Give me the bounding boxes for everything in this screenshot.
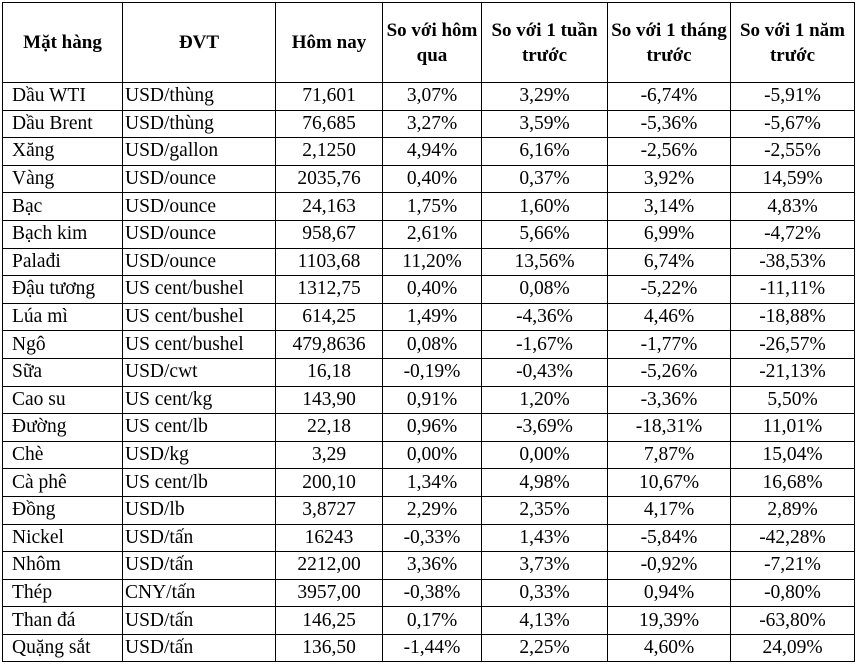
change-vs-month: 4,17% [608,496,731,524]
change-vs-yesterday: -1,44% [383,634,482,662]
change-vs-yesterday: 1,34% [383,469,482,497]
header-commodity: Mặt hàng [3,3,123,83]
table-row [3,276,855,304]
header-today: Hôm nay [276,3,383,83]
change-vs-year: -4,72% [731,220,855,248]
change-vs-yesterday: 11,20% [383,248,482,276]
change-vs-year: -7,21% [731,552,855,580]
price-today: 614,25 [276,303,383,331]
change-vs-month: 0,94% [608,579,731,607]
price-today: 3,29 [276,441,383,469]
unit: USD/thùng [123,83,276,111]
change-vs-week: 0,37% [482,165,608,193]
header-vs-yesterday: So với hôm qua [383,3,482,83]
change-vs-month: -2,56% [608,138,731,166]
unit: USD/cwt [123,358,276,386]
change-vs-month: -1,77% [608,331,731,359]
change-vs-yesterday: 0,96% [383,414,482,442]
change-vs-yesterday: -0,19% [383,358,482,386]
change-vs-year: 14,59% [731,165,855,193]
unit: USD/tấn [123,552,276,580]
change-vs-year: -11,11% [731,276,855,304]
commodity-name: Dầu Brent [3,110,123,138]
change-vs-year: 11,01% [731,414,855,442]
change-vs-week: 1,20% [482,386,608,414]
unit: USD/tấn [123,524,276,552]
header-vs-month: So với 1 tháng trước [608,3,731,83]
change-vs-yesterday: 0,91% [383,386,482,414]
change-vs-month: 7,87% [608,441,731,469]
commodity-name: Bạc [3,193,123,221]
table-row [3,331,855,359]
change-vs-year: 4,83% [731,193,855,221]
unit: USD/lb [123,496,276,524]
commodity-name: Sữa [3,358,123,386]
change-vs-year: -26,57% [731,331,855,359]
change-vs-yesterday: 0,40% [383,165,482,193]
commodity-name: Chè [3,441,123,469]
unit: USD/ounce [123,193,276,221]
change-vs-year: 15,04% [731,441,855,469]
change-vs-year: -42,28% [731,524,855,552]
change-vs-yesterday: -0,38% [383,579,482,607]
table-row [3,386,855,414]
commodity-name: Cà phê [3,469,123,497]
price-today: 143,90 [276,386,383,414]
change-vs-month: 4,60% [608,634,731,662]
commodity-name: Nickel [3,524,123,552]
table-row [3,220,855,248]
commodity-name: Quặng sắt [3,634,123,662]
price-today: 24,163 [276,193,383,221]
header-row [3,3,855,83]
change-vs-year: 2,89% [731,496,855,524]
table-row [3,83,855,111]
change-vs-month: -5,26% [608,358,731,386]
unit: USD/kg [123,441,276,469]
unit: US cent/bushel [123,276,276,304]
commodity-name: Palađi [3,248,123,276]
table-row [3,138,855,166]
change-vs-week: 13,56% [482,248,608,276]
commodity-name: Nhôm [3,552,123,580]
price-today: 3,8727 [276,496,383,524]
commodity-name: Xăng [3,138,123,166]
change-vs-yesterday: 3,07% [383,83,482,111]
unit: USD/tấn [123,634,276,662]
unit: US cent/lb [123,414,276,442]
change-vs-month: -5,36% [608,110,731,138]
change-vs-week: 2,35% [482,496,608,524]
change-vs-year: -21,13% [731,358,855,386]
price-today: 136,50 [276,634,383,662]
change-vs-yesterday: 1,49% [383,303,482,331]
change-vs-month: 6,99% [608,220,731,248]
change-vs-week: 3,29% [482,83,608,111]
table-row [3,496,855,524]
commodity-name: Bạch kim [3,220,123,248]
price-today: 146,25 [276,607,383,635]
price-today: 1103,68 [276,248,383,276]
change-vs-week: 6,16% [482,138,608,166]
unit: US cent/bushel [123,331,276,359]
change-vs-month: 19,39% [608,607,731,635]
change-vs-yesterday: 0,40% [383,276,482,304]
change-vs-month: 3,14% [608,193,731,221]
change-vs-week: 5,66% [482,220,608,248]
table-row [3,469,855,497]
table-row [3,579,855,607]
change-vs-yesterday: 1,75% [383,193,482,221]
unit: USD/ounce [123,165,276,193]
unit: USD/gallon [123,138,276,166]
table-row [3,524,855,552]
change-vs-year: -0,80% [731,579,855,607]
change-vs-week: 3,73% [482,552,608,580]
table-row [3,358,855,386]
table-row [3,248,855,276]
change-vs-yesterday: 4,94% [383,138,482,166]
price-today: 2,1250 [276,138,383,166]
table-row [3,414,855,442]
price-today: 76,685 [276,110,383,138]
price-today: 958,67 [276,220,383,248]
unit: US cent/bushel [123,303,276,331]
table-row [3,552,855,580]
change-vs-year: 24,09% [731,634,855,662]
change-vs-yesterday: -0,33% [383,524,482,552]
change-vs-year: 5,50% [731,386,855,414]
change-vs-week: 0,08% [482,276,608,304]
table-row [3,193,855,221]
price-today: 22,18 [276,414,383,442]
change-vs-year: -63,80% [731,607,855,635]
change-vs-month: -5,22% [608,276,731,304]
change-vs-week: 3,59% [482,110,608,138]
change-vs-yesterday: 0,08% [383,331,482,359]
commodity-name: Lúa mì [3,303,123,331]
change-vs-month: 4,46% [608,303,731,331]
table-row [3,441,855,469]
table-row [3,165,855,193]
price-today: 3957,00 [276,579,383,607]
change-vs-yesterday: 0,00% [383,441,482,469]
change-vs-yesterday: 3,27% [383,110,482,138]
commodity-name: Than đá [3,607,123,635]
change-vs-year: 16,68% [731,469,855,497]
commodity-name: Ngô [3,331,123,359]
change-vs-week: 0,00% [482,441,608,469]
commodity-name: Đường [3,414,123,442]
unit: CNY/tấn [123,579,276,607]
change-vs-week: 1,43% [482,524,608,552]
table-row [3,303,855,331]
change-vs-week: -1,67% [482,331,608,359]
change-vs-yesterday: 0,17% [383,607,482,635]
change-vs-month: -5,84% [608,524,731,552]
change-vs-year: -5,91% [731,83,855,111]
change-vs-week: -0,43% [482,358,608,386]
change-vs-month: -0,92% [608,552,731,580]
change-vs-week: 4,13% [482,607,608,635]
commodity-name: Vàng [3,165,123,193]
change-vs-week: 0,33% [482,579,608,607]
price-today: 2212,00 [276,552,383,580]
change-vs-month: 6,74% [608,248,731,276]
change-vs-week: -3,69% [482,414,608,442]
price-today: 16243 [276,524,383,552]
unit: USD/ounce [123,220,276,248]
price-today: 2035,76 [276,165,383,193]
table-row [3,634,855,662]
change-vs-year: -18,88% [731,303,855,331]
change-vs-month: 10,67% [608,469,731,497]
price-today: 479,8636 [276,331,383,359]
change-vs-month: -3,36% [608,386,731,414]
commodity-name: Thép [3,579,123,607]
change-vs-week: 2,25% [482,634,608,662]
change-vs-yesterday: 2,61% [383,220,482,248]
commodity-name: Đậu tương [3,276,123,304]
commodity-name: Dầu WTI [3,83,123,111]
header-vs-year: So với 1 năm trước [731,3,855,83]
price-today: 1312,75 [276,276,383,304]
unit: USD/ounce [123,248,276,276]
change-vs-year: -2,55% [731,138,855,166]
header-vs-week: So với 1 tuần trước [482,3,608,83]
commodity-name: Đồng [3,496,123,524]
price-today: 71,601 [276,83,383,111]
change-vs-yesterday: 2,29% [383,496,482,524]
header-unit: ĐVT [123,3,276,83]
change-vs-week: 4,98% [482,469,608,497]
price-today: 16,18 [276,358,383,386]
change-vs-month: -6,74% [608,83,731,111]
commodity-price-table [2,2,855,662]
unit: US cent/lb [123,469,276,497]
table-row [3,607,855,635]
change-vs-year: -38,53% [731,248,855,276]
change-vs-year: -5,67% [731,110,855,138]
commodity-name: Cao su [3,386,123,414]
change-vs-yesterday: 3,36% [383,552,482,580]
unit: US cent/kg [123,386,276,414]
unit: USD/tấn [123,607,276,635]
price-today: 200,10 [276,469,383,497]
change-vs-month: -18,31% [608,414,731,442]
unit: USD/thùng [123,110,276,138]
change-vs-month: 3,92% [608,165,731,193]
change-vs-week: 1,60% [482,193,608,221]
change-vs-week: -4,36% [482,303,608,331]
table-row [3,110,855,138]
